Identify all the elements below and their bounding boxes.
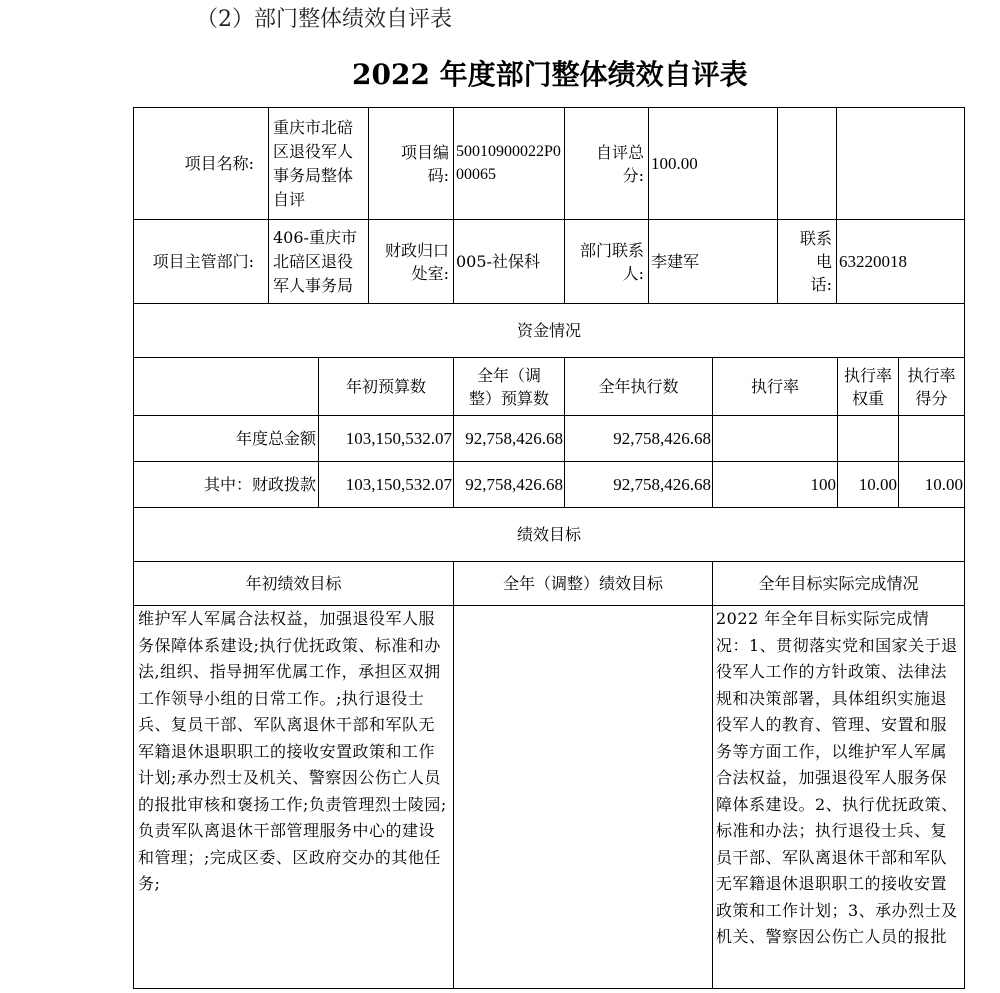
project-code-label: 项目编码:	[400, 142, 449, 185]
contact-label: 部门联系人:	[579, 240, 644, 283]
row-total-rate	[713, 416, 837, 461]
dept-label: 项目主管部门:	[152, 252, 254, 271]
grid-line	[133, 988, 965, 989]
table-subtitle: （2）部门整体绩效自评表	[196, 7, 452, 32]
finance-label: 财政归口处室:	[384, 240, 449, 283]
row-fiscal-initial: 103,150,532.07	[345, 475, 452, 494]
self-score-value: 100.00	[651, 154, 698, 173]
actual-completion-text: 2022 年全年目标实际完成情况：1、贯彻落实党和国家关于退役军人工作的方针政策、法律法规和决策部署，具体组织实施退役军人的教育、管理、安置和服务等方面工作，以维护军人军属合法权益，加强退役军人服务保障体系建设。2、执行优抚政策、标准和办法；执行退役士兵、复员干部、军队离退休干部和军队无军籍退休退职职工的接收安置政策和工作计划；3、承办烈士及机关、警察因公伤亡人员的报批	[716, 609, 958, 946]
self-score-label: 自评总分:	[595, 142, 644, 185]
row-total-initial: 103,150,532.07	[345, 429, 452, 448]
header-exec-rate: 执行率	[750, 377, 799, 396]
contact-value: 李建军	[651, 252, 700, 271]
adjusted-goal-text	[454, 606, 712, 986]
dept-value: 406-重庆市北碚区退役军人事务局	[273, 227, 357, 295]
performance-section-title: 绩效目标	[516, 525, 581, 544]
row-total-adjusted: 92,758,426.68	[465, 429, 563, 448]
funds-section-title: 资金情况	[516, 321, 581, 340]
grid-line	[712, 561, 713, 988]
row-total-weight	[838, 416, 898, 461]
header-executed: 全年执行数	[598, 377, 679, 396]
row-fiscal-adjusted: 92,758,426.68	[465, 475, 563, 494]
initial-goal-text: 维护军人军属合法权益，加强退役军人服务保障体系建设;执行优抚政策、标准和办法,组织、指导拥军优属工作，承担区双拥工作领导小组的日常工作。;执行退役士兵、复员干部、军队离退休干部和军队无军籍退休退职职工的接收安置政策和工作计划;承办烈士及机关、警察因公伤亡人员的报批审核和褒扬工作;负责管理烈士陵园;负责军队离退休干部管理服务中心的建设和管理；;完成区委、区政府交办的其他任务;	[138, 609, 447, 893]
header-initial-budget: 年初预算数	[345, 377, 426, 396]
header-rate-score: 执行率得分	[907, 365, 956, 408]
finance-value: 005-社保科	[456, 252, 540, 271]
grid-line	[964, 107, 965, 988]
row-fiscal-executed: 92,758,426.68	[613, 475, 711, 494]
header-rate-weight: 执行率权重	[843, 365, 892, 408]
header-adjusted-goal: 全年（调整）绩效目标	[502, 574, 663, 593]
row-fiscal-label: 其中：财政拨款	[203, 475, 316, 494]
page-title: 2022 年度部门整体绩效自评表	[352, 58, 748, 91]
project-name-value: 重庆市北碚区退役军人事务局整体自评	[273, 117, 354, 209]
phone-label: 联系电话:	[799, 229, 832, 294]
header-adjusted-budget: 全年（调整）预算数	[468, 365, 549, 408]
row-total-score	[899, 416, 964, 461]
phone-value: 63220018	[839, 252, 907, 271]
row-total-executed: 92,758,426.68	[613, 429, 711, 448]
header-actual-completion: 全年目标实际完成情况	[758, 574, 919, 593]
project-name-label: 项目名称:	[184, 154, 254, 173]
row-fiscal-rate: 100	[810, 475, 836, 494]
header-initial-goal: 年初绩效目标	[245, 574, 342, 593]
row-fiscal-weight: 10.00	[858, 475, 897, 494]
project-code-value: 50010900022P000065	[456, 143, 561, 183]
row-total-label: 年度总金额	[235, 429, 316, 448]
row-fiscal-score: 10.00	[924, 475, 963, 494]
